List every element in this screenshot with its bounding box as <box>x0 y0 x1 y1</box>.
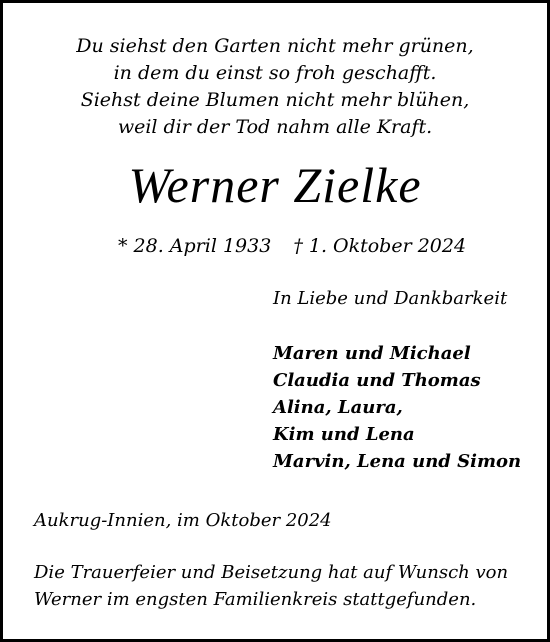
place-and-date: Aukrug-Innien, im Oktober 2024 <box>34 510 332 531</box>
mourners-list <box>273 340 521 475</box>
poem-line: Du siehst den Garten nicht mehr grünen, <box>76 35 474 57</box>
mourner-entry: Maren und Michael <box>273 343 471 364</box>
mourner-entry: Marvin, Lena und Simon <box>273 451 522 472</box>
deceased-name: Werner Zielke <box>128 157 422 213</box>
funeral-info-line: Werner im engsten Familienkreis stattgefunden. <box>34 589 477 610</box>
mourner-entry: Kim und Lena <box>273 424 415 445</box>
poem <box>3 33 547 141</box>
funeral-info <box>34 559 508 613</box>
poem-line: in dem du einst so froh geschafft. <box>113 62 437 84</box>
life-dates <box>118 233 466 259</box>
death-date: † 1. Oktober 2024 <box>293 235 467 257</box>
poem-line: weil dir der Tod nahm alle Kraft. <box>117 116 433 138</box>
poem-line: Siehst deine Blumen nicht mehr blühen, <box>80 89 470 111</box>
dedication-line: In Liebe und Dankbarkeit <box>273 288 508 309</box>
funeral-info-line: Die Trauerfeier und Beisetzung hat auf Wunsch von <box>34 562 509 583</box>
mourner-entry: Claudia und Thomas <box>273 370 481 391</box>
mourner-entry: Alina, Laura, <box>273 397 403 418</box>
birth-date: * 28. April 1933 <box>118 235 272 257</box>
